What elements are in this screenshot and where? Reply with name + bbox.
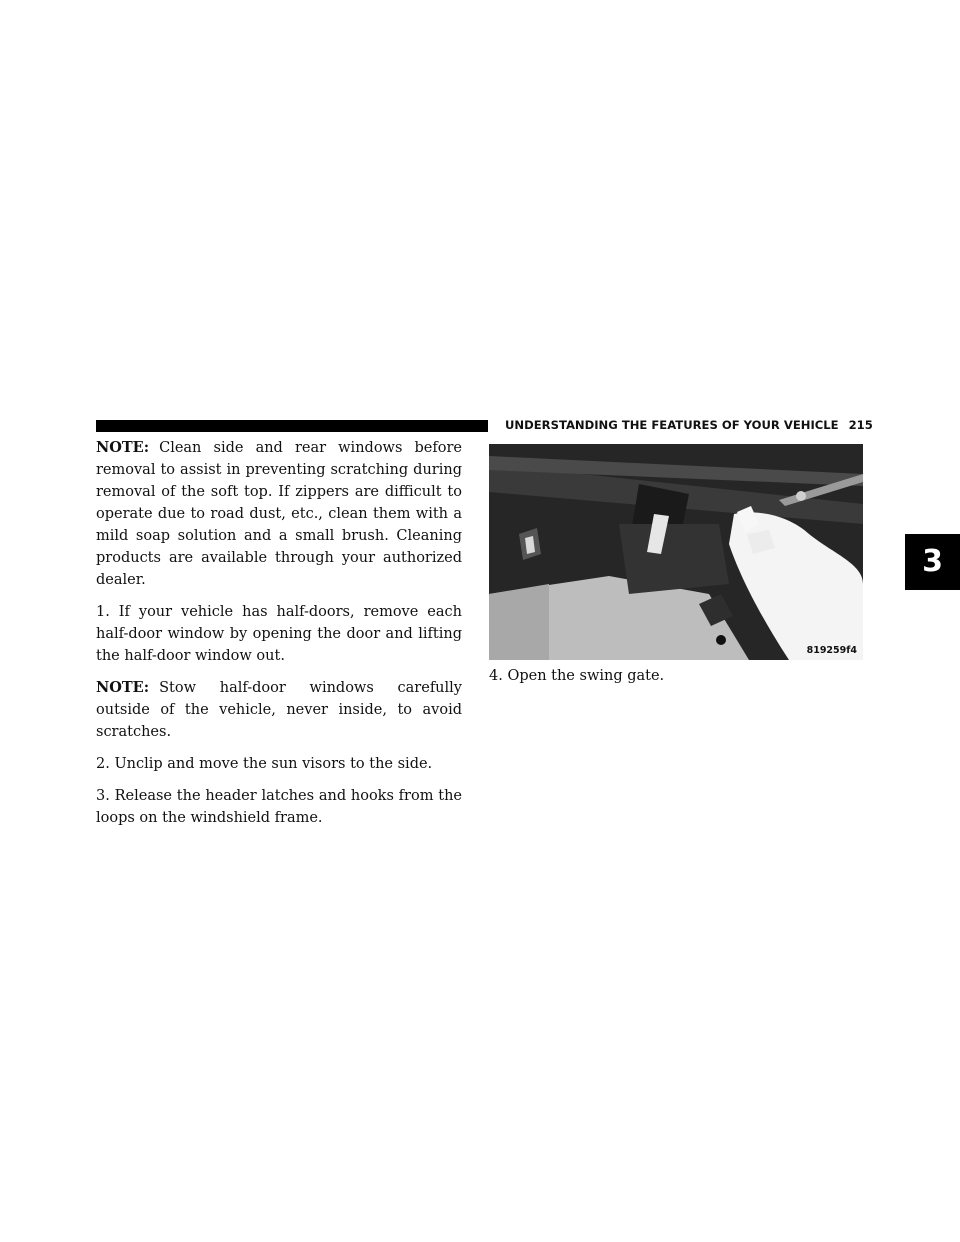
step-1: 1. If your vehicle has half-doors, remove each half-door window by opening the door and lifting the half-door window out. xyxy=(96,604,462,664)
step-4: 4. Open the swing gate. xyxy=(489,668,665,684)
chapter-tab: 3 xyxy=(905,534,960,590)
note-paragraph-2 xyxy=(96,677,462,743)
left-column xyxy=(96,437,462,839)
figure-code: 819259f4 xyxy=(806,645,857,656)
page-number: 215 xyxy=(848,418,873,432)
figure-photo xyxy=(489,444,863,660)
step-2: 2. Unclip and move the sun visors to the side. xyxy=(96,756,433,772)
note-paragraph xyxy=(96,437,462,591)
note-label: NOTE: xyxy=(96,439,150,456)
running-header xyxy=(505,418,873,432)
note-label-2: NOTE: xyxy=(96,679,150,696)
photo-illustration xyxy=(489,444,863,660)
header-title: UNDERSTANDING THE FEATURES OF YOUR VEHICLE xyxy=(505,418,839,432)
header-rule xyxy=(96,420,488,432)
step-3: 3. Release the header latches and hooks from the loops on the windshield frame. xyxy=(96,788,462,826)
note-text: Clean side and rear windows before removal to assist in preventing scratching during removal of the soft top. If zippers are difficult to operate due to road dust, etc., clean them with a mild soap solution and a small brush. Cleaning products are available through your authorized dealer. xyxy=(96,440,462,588)
note-text-2: Stow half-door windows carefully outside of the vehicle, never inside, to avoid scratches. xyxy=(96,680,462,740)
